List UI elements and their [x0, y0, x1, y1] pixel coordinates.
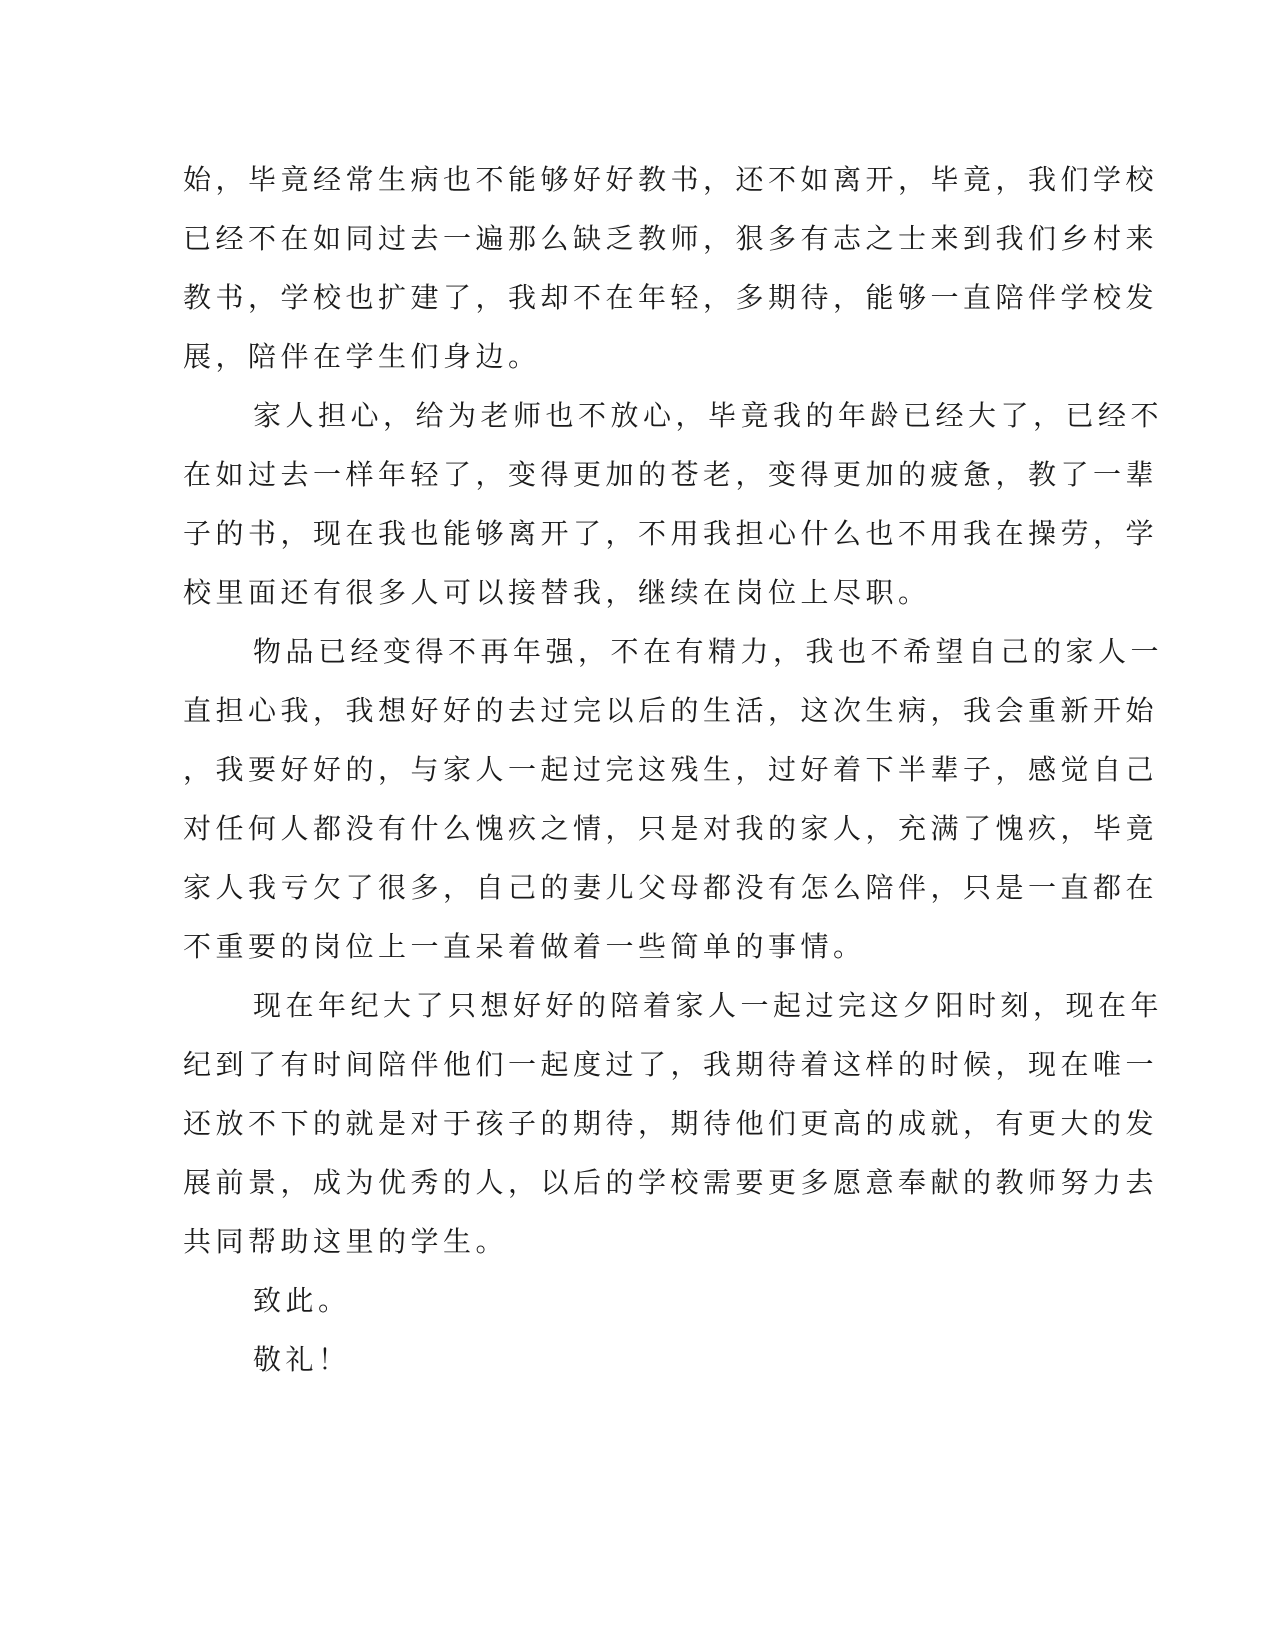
paragraph-first-line: 家人担心，给为老师也不放心，毕竟我的年龄已经大了，已经不 — [253, 399, 1164, 432]
text-line: 家人我亏欠了很多，自己的妻儿父母都没有怎么陪伴，只是一直都在 — [183, 871, 1159, 904]
text-line: 直担心我，我想好好的去过完以后的生活，这次生病，我会重新开始 — [183, 694, 1159, 727]
text-line: 对任何人都没有什么愧疚之情，只是对我的家人，充满了愧疚，毕竟 — [183, 812, 1159, 845]
text-line: 校里面还有很多人可以接替我，继续在岗位上尽职。 — [183, 576, 931, 609]
salutation-line: 敬礼！ — [253, 1343, 351, 1376]
text-line: ，我要好好的，与家人一起过完这残生，过好着下半辈子，感觉自己 — [183, 753, 1159, 786]
closing-line: 致此。 — [253, 1284, 351, 1317]
text-line: 纪到了有时间陪伴他们一起度过了，我期待着这样的时候，现在唯一 — [183, 1048, 1159, 1081]
text-line: 教书，学校也扩建了，我却不在年轻，多期待，能够一直陪伴学校发 — [183, 281, 1159, 314]
text-line: 已经不在如同过去一遍那么缺乏教师，狠多有志之士来到我们乡村来 — [183, 222, 1159, 255]
text-line: 在如过去一样年轻了，变得更加的苍老，变得更加的疲惫，教了一辈 — [183, 458, 1159, 491]
paragraph-first-line: 现在年纪大了只想好好的陪着家人一起过完这夕阳时刻，现在年 — [253, 989, 1164, 1022]
text-line: 共同帮助这里的学生。 — [183, 1225, 509, 1258]
paragraph-first-line: 物品已经变得不再年强，不在有精力，我也不希望自己的家人一 — [253, 635, 1164, 668]
text-line: 展，陪伴在学生们身边。 — [183, 340, 541, 373]
text-line: 始，毕竟经常生病也不能够好好教书，还不如离开，毕竟，我们学校 — [183, 163, 1159, 196]
text-line: 展前景，成为优秀的人，以后的学校需要更多愿意奉献的教师努力去 — [183, 1166, 1159, 1199]
text-line: 还放不下的就是对于孩子的期待，期待他们更高的成就，有更大的发 — [183, 1107, 1159, 1140]
text-line: 子的书，现在我也能够离开了，不用我担心什么也不用我在操劳，学 — [183, 517, 1159, 550]
text-line: 不重要的岗位上一直呆着做着一些简单的事情。 — [183, 930, 866, 963]
